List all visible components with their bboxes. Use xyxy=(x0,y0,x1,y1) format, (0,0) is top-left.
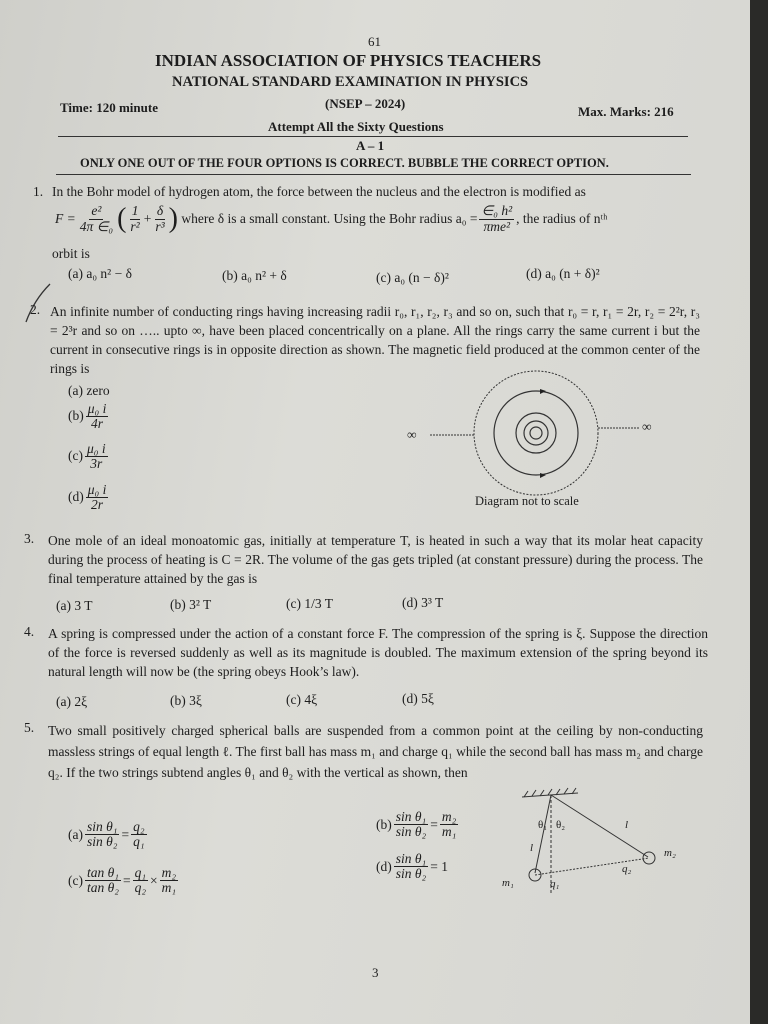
frac-num: μ₀ i xyxy=(87,482,107,497)
divider xyxy=(56,174,691,175)
frac-den: tan θ₂ xyxy=(86,880,119,896)
frac-num: ∈₀ h² xyxy=(481,203,513,219)
frac-den: 4r xyxy=(91,416,104,432)
diagram-caption: Diagram not to scale xyxy=(475,494,579,508)
page-number: 3 xyxy=(372,965,379,980)
option-label: (d) xyxy=(68,488,84,504)
q5-option-b[interactable] xyxy=(376,810,460,839)
frac-num: sin θ₁ xyxy=(395,809,427,824)
q4-option-b[interactable]: (b) 3ξ xyxy=(170,693,202,708)
frac-den: πme² xyxy=(483,218,511,234)
q2-option-d[interactable] xyxy=(68,483,110,512)
theta2-label: θ₂ xyxy=(556,819,566,831)
q1-label: q₁ xyxy=(550,878,560,890)
frac-den: sin θ₂ xyxy=(395,866,427,882)
length-label: l xyxy=(625,819,629,831)
equals: = 1 xyxy=(430,858,448,874)
q5-option-d[interactable] xyxy=(376,852,448,881)
q1-end: , the radius of nᵗʰ xyxy=(516,211,608,226)
q1-option-d[interactable]: (d) a₀ (n + δ)² xyxy=(526,266,600,281)
equals: = xyxy=(430,816,438,832)
frac-num: q₁ xyxy=(134,865,147,880)
q1-number: 1. xyxy=(33,184,44,199)
infinity-left: ∞ xyxy=(407,427,417,442)
frac-num: μ₀ i xyxy=(87,401,107,416)
exam-code: (NSEP – 2024) xyxy=(325,96,406,111)
q2-option-c[interactable] xyxy=(68,442,110,471)
instruction: ONLY ONE OUT OF THE FOUR OPTIONS IS CORRECT. BUBBLE THE CORRECT OPTION. xyxy=(80,156,609,170)
frac-num: e² xyxy=(91,203,102,219)
page-number-top: 61 xyxy=(368,34,381,49)
option-label: (c) xyxy=(68,447,83,463)
marks-label: Max. Marks: 216 xyxy=(578,104,674,119)
theta1-label: θ₁ xyxy=(538,819,548,831)
q1-F: F = xyxy=(55,211,76,226)
q4-option-a[interactable]: (a) 2ξ xyxy=(56,694,88,709)
q3-option-d[interactable]: (d) 3³ T xyxy=(402,595,444,610)
q3-option-b[interactable]: (b) 3² T xyxy=(170,597,212,612)
org-title: INDIAN ASSOCIATION OF PHYSICS TEACHERS xyxy=(155,51,542,70)
frac-den: 3r xyxy=(90,456,103,472)
frac-num: 1 xyxy=(131,203,139,219)
frac-den: sin θ₂ xyxy=(395,824,427,840)
option-label: (c) xyxy=(68,872,83,888)
q5-number: 5. xyxy=(24,720,35,735)
q2-option-b[interactable] xyxy=(68,402,110,431)
q2-option-a[interactable]: (a) zero xyxy=(68,383,110,398)
option-label: (b) xyxy=(376,816,392,832)
option-label: (b) xyxy=(68,407,84,423)
q5-text: Two small positively charged spherical balls are suspended from a common point at the ceiling by non-conducting massless strings of equal length ℓ. The first ball has mass m₁ and charge q₁ while the second ball has mass m₂ and charge q₂. If the two strings subtend angles θ₁ and θ₂ with the vertical as shown, then xyxy=(48,723,703,780)
frac-num: q₂ xyxy=(133,819,145,834)
frac-num: sin θ₁ xyxy=(86,819,118,834)
q5-option-a[interactable] xyxy=(68,820,149,849)
q5-option-c[interactable] xyxy=(68,866,180,895)
frac-num: sin θ₁ xyxy=(395,851,427,866)
q3-option-c[interactable]: (c) 1/3 T xyxy=(286,596,333,611)
q1-text: In the Bohr model of hydrogen atom, the force between the nucleus and the electron is modified as xyxy=(52,184,586,199)
frac-num: δ xyxy=(156,203,164,219)
q1-option-b[interactable]: (b) a₀ n² + δ xyxy=(222,268,287,283)
equals: = xyxy=(121,826,130,842)
infinity-right: ∞ xyxy=(642,419,652,434)
q1-text-end: orbit is xyxy=(52,246,90,261)
section-label: A – 1 xyxy=(356,138,385,153)
q4-text: A spring is compressed under the action of a constant force F. The compression of the spring is ξ. Suppose the direction of the force is reversed suddenly as well as its magnitude is doubled. The maximum extension of the spring beyond its natural length will now be (the spring obeys Hook’s law). xyxy=(48,626,708,679)
equals: = xyxy=(122,872,131,888)
frac-num: μ₀ i xyxy=(86,441,106,456)
frac-den: r³ xyxy=(155,218,165,234)
concentric-rings-diagram xyxy=(400,362,670,502)
q2-label: q₂ xyxy=(622,863,632,875)
q1-option-a[interactable]: (a) a₀ n² − δ xyxy=(68,266,132,281)
frac-den: m₁ xyxy=(441,824,457,840)
option-label: (d) xyxy=(376,858,392,874)
frac-den: 4π ∈₀ xyxy=(79,218,114,234)
q3-number: 3. xyxy=(24,531,35,546)
option-label: (a) xyxy=(68,826,83,842)
time-label: Time: 120 minute xyxy=(60,100,158,115)
attempt-note: Attempt All the Sixty Questions xyxy=(268,119,444,134)
frac-num: m₂ xyxy=(161,865,177,880)
frac-den: q₁ xyxy=(133,834,145,850)
frac-den: m₁ xyxy=(161,880,177,896)
q2-number: 2. xyxy=(30,302,41,317)
length-label: l xyxy=(530,842,534,854)
q3-option-a[interactable]: (a) 3 T xyxy=(56,598,93,613)
frac-num: m₂ xyxy=(441,809,457,824)
q1-formula: F = $\frac{\text{e²}}{\text{4π ∈₀}}$ ( $\frac{1}{\text{r²}}$ + $\frac{\delta}{\text{r³}}$ ) where δ is a small constant. Using the Bohr radius a₀ = $\frac{\text{∈₀ h²}}{\text{πme²}}$ , the radius of nᵗʰ xyxy=(55,203,608,234)
q4-number: 4. xyxy=(24,624,35,639)
q4-option-c[interactable]: (c) 4ξ xyxy=(286,692,318,707)
m1-label: m₁ xyxy=(502,877,514,889)
q2-text: An infinite number of conducting rings having increasing radii r₀, r₁, r₂, r₃ and so on, such that r₀ = r, r₁ = 2r, r₂ = 2²r, r₃ = 2³r and so on ….. upto ∞, have been placed concentrically on a plane. All the rings carry the same current i but the current in consecutive rings is in opposite direction as shown. The magnetic field produced at the common center of the rings is xyxy=(50,304,700,376)
q1-mid: where δ is a small constant. Using the Bohr radius a₀ = xyxy=(181,211,478,226)
frac-den: q₂ xyxy=(134,880,147,896)
frac-den: r² xyxy=(130,218,140,234)
divider xyxy=(58,136,688,137)
frac-num: tan θ₁ xyxy=(86,865,119,880)
q3-text: One mole of an ideal monoatomic gas, initially at temperature T, is heated in such a way that its molar heat capacity during the process of heating is C = 2R. The volume of the gas gets tripled (at constant pressure) during the process. The final temperature attained by the gas is xyxy=(48,533,703,586)
frac-den: 2r xyxy=(91,497,104,513)
m2-label: m₂ xyxy=(664,847,676,859)
times: × xyxy=(150,872,158,888)
q4-option-d[interactable]: (d) 5ξ xyxy=(402,691,434,706)
q1-option-c[interactable]: (c) a₀ (n − δ)² xyxy=(376,270,449,285)
frac-den: sin θ₂ xyxy=(86,834,118,850)
exam-title: NATIONAL STANDARD EXAMINATION IN PHYSICS xyxy=(172,74,529,90)
